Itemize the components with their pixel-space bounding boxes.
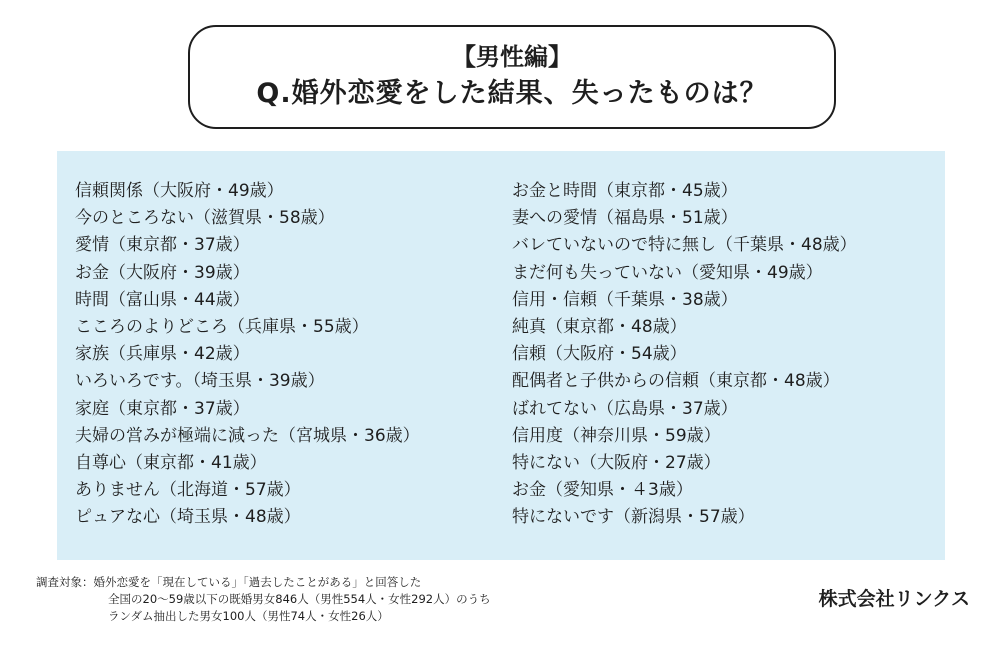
answers-left-column <box>75 178 420 532</box>
answer-item: 特にないです（新潟県・57歳） <box>512 507 755 528</box>
answers-panel <box>57 151 945 560</box>
answer-item: 信用・信頼（千葉県・38歳） <box>512 289 738 310</box>
answer-item: 家庭（東京都・37歳） <box>75 398 250 419</box>
answer-item: バレていないので特に無し（千葉県・48歳） <box>512 235 857 256</box>
title-box <box>188 25 836 129</box>
title-question: Q.婚外恋愛をした結果、失ったものは？ <box>256 78 768 109</box>
answer-item: 妻への愛情（福島県・51歳） <box>512 208 738 229</box>
footnote-line: 全国の20〜59歳以下の既婚男女846人（男性554人・女性292人）のうち <box>108 592 491 606</box>
answer-item: お金（愛知県・４3歳） <box>512 480 693 501</box>
answer-item: 特にない（大阪府・27歳） <box>512 453 721 474</box>
answer-item: 信頼関係（大阪府・49歳） <box>75 181 284 201</box>
answer-item: 配偶者と子供からの信頼（東京都・48歳） <box>512 371 840 392</box>
answers-right-column <box>512 178 857 532</box>
answer-item: 自尊心（東京都・41歳） <box>75 453 267 474</box>
answer-item: 信頼（大阪府・54歳） <box>512 344 687 365</box>
footnote-line: 調査対象：婚外恋愛を「現在している」「過去したことがある」と回答した <box>36 575 422 589</box>
answer-item: お金（大阪府・39歳） <box>75 262 250 283</box>
answer-item: こころのよりどころ（兵庫県・55歳） <box>75 317 369 338</box>
answer-item: いろいろです。（埼玉県・39歳） <box>75 371 325 392</box>
survey-footnote <box>36 574 491 625</box>
answer-item: まだ何も失っていない（愛知県・49歳） <box>512 262 823 283</box>
answer-item: ばれてない（広島県・37歳） <box>512 398 738 419</box>
answer-item: ピュアな心（埼玉県・48歳） <box>75 507 301 528</box>
answer-item: 純真（東京都・48歳） <box>512 317 687 338</box>
answer-item: お金と時間（東京都・45歳） <box>512 181 738 201</box>
answer-item: ありません（北海道・57歳） <box>75 480 301 501</box>
answer-item: 夫婦の営みが極端に減った（宮城県・36歳） <box>75 425 420 446</box>
company-name: 株式会社リンクス <box>818 588 970 610</box>
answer-item: 家族（兵庫県・42歳） <box>75 344 250 365</box>
answer-item: 信用度（神奈川県・59歳） <box>512 425 721 446</box>
answer-item: 時間（富山県・44歳） <box>75 289 250 310</box>
footnote-line: ランダム抽出した男女100人（男性74人・女性26人） <box>108 609 389 623</box>
answer-item: 愛情（東京都・37歳） <box>75 235 250 256</box>
answer-item: 今のところない（滋賀県・58歳） <box>75 208 335 229</box>
title-category: 【男性編】 <box>452 43 572 71</box>
